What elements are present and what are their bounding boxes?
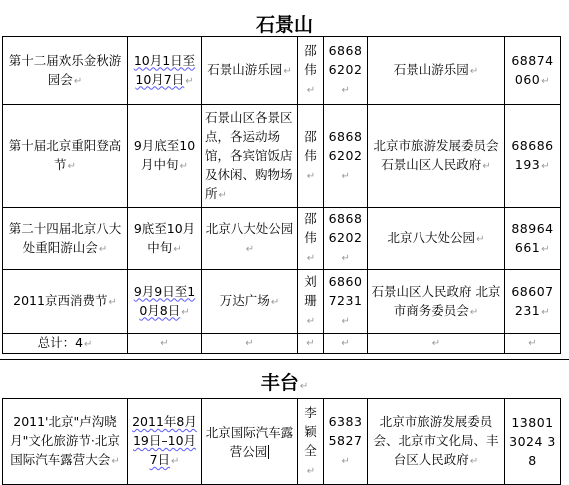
empty-cell: ↵ (368, 334, 505, 354)
phone-cell: 68607231↵ (324, 270, 368, 334)
organizer-cell: 石景山游乐园↵ (368, 37, 505, 105)
event-date-cell: 10月1日至10月7日↵ (128, 37, 202, 105)
empty-cell: ↵ (324, 334, 368, 354)
section-divider-top (0, 359, 569, 360)
phone-cell: 68686202↵ (324, 208, 368, 270)
table-row (3, 399, 561, 485)
event-location-cell: 万达广场↵ (202, 270, 298, 334)
contact-cell: 邵伟↵ (298, 105, 324, 208)
organizer-phone-cell: 88964661↵ (505, 208, 561, 270)
table-row (3, 37, 561, 105)
contact-cell: 李颖全↵ (298, 399, 324, 485)
total-row (3, 334, 561, 354)
event-date-cell: 9底至10月中旬↵ (128, 208, 202, 270)
empty-cell: ↵ (202, 334, 298, 354)
empty-cell: ↵ (128, 334, 202, 354)
section-title-text: 石景山 (255, 14, 313, 36)
text-cursor (268, 445, 269, 459)
phone-cell: 63835827↵ (324, 399, 368, 485)
organizer-phone-cell: 68607231↵ (505, 270, 561, 334)
organizer-cell: 北京市旅游发展委员会、北京市文化局、丰台区人民政府↵ (368, 399, 505, 485)
section-title-text: 丰台 (260, 372, 299, 394)
shijingshan-events-table (2, 36, 561, 354)
event-location-cell: 北京八大处公园↵ (202, 208, 298, 270)
organizer-phone-cell: 68686193↵ (505, 105, 561, 208)
event-name-cell: 第十届北京重阳登高节↵ (3, 105, 128, 208)
organizer-phone-cell: 138013024 38 (505, 399, 561, 485)
organizer-cell: 北京市旅游发展委员会 石景山区人民政府↵ (368, 105, 505, 208)
event-date-cell: 9月9日至10月8日↵ (128, 270, 202, 334)
organizer-cell: 北京八大处公园↵ (368, 208, 505, 270)
event-name-cell: 2011京西消费节↵ (3, 270, 128, 334)
total-label-cell: 总计：4↵ (3, 334, 128, 354)
organizer-cell: 石景山区人民政府 北京市商务委员会↵ (368, 270, 505, 334)
event-name-cell: 第十二届欢乐金秋游园会↵ (3, 37, 128, 105)
event-location-cell: 石景山区各景区点，各运动场馆，各宾馆饭店及休闲、购物场所↵ (202, 105, 298, 208)
contact-cell: 邵伟↵ (298, 37, 324, 105)
event-name-cell: 第二十四届北京八大处重阳游山会↵ (3, 208, 128, 270)
contact-cell: 邵伟↵ (298, 208, 324, 270)
section-title-fengtai: 丰台↵ (260, 372, 309, 394)
empty-cell: ↵ (298, 334, 324, 354)
event-date-cell: 9月底至10月中旬↵ (128, 105, 202, 208)
phone-cell: 68686202↵ (324, 105, 368, 208)
event-date-cell: 2011年8月19日–10月7日↵ (128, 399, 202, 485)
section-title-shijingshan (0, 10, 569, 37)
phone-cell: 68686202↵ (324, 37, 368, 105)
organizer-phone-cell: 68874060↵ (505, 37, 561, 105)
event-location-cell: 北京国际汽车露营公园 (202, 399, 298, 485)
table-row (3, 208, 561, 270)
empty-cell: ↵ (505, 334, 561, 354)
table-row (3, 105, 561, 208)
fengtai-events-table (2, 398, 561, 485)
table-row (3, 270, 561, 334)
event-location-cell: 石景山游乐园↵ (202, 37, 298, 105)
contact-cell: 刘珊↵ (298, 270, 324, 334)
event-name-cell: 2011'北京"卢沟晓月"文化旅游节·北京国际汽车露营大会↵ (3, 399, 128, 485)
